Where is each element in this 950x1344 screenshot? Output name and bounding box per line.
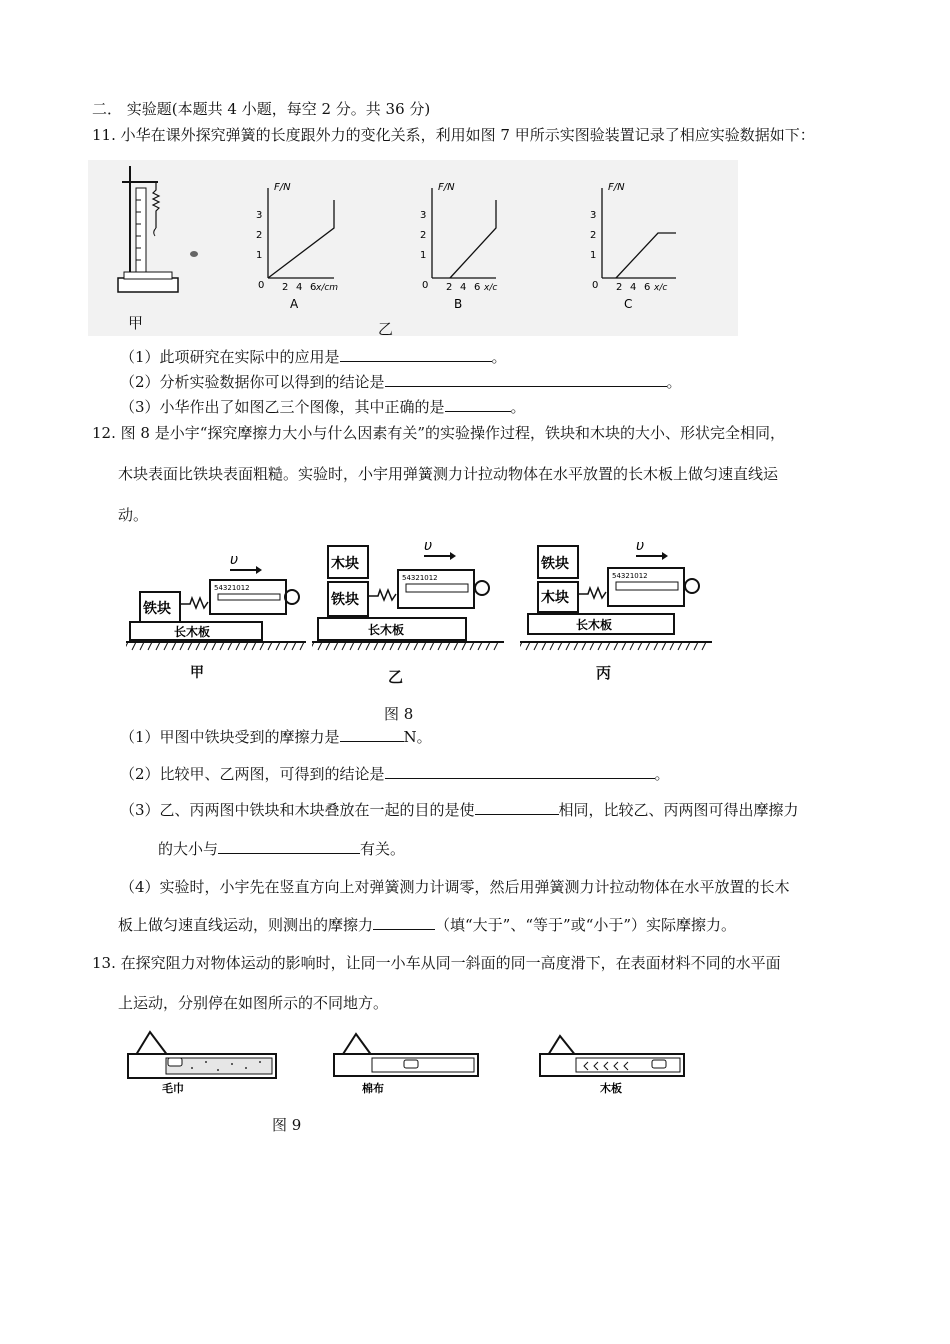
graph-c-ylabel: F/N — [608, 182, 625, 193]
surface-towel — [120, 1024, 290, 1104]
graph-c-line — [616, 233, 676, 278]
q12-sub3-line2: 的大小与 有关。 — [158, 840, 406, 858]
cotton-label: 棉布 — [362, 1082, 384, 1095]
q12-sub4-line1: （4）实验时，小宇先在竖直方向上对弹簧测力计调零，然后用弹簧测力计拉动物体在水平放置的长木 — [120, 878, 790, 896]
q12-sub3-line1: （3）乙、丙两图中铁块和木块叠放在一起的目的是使 相同，比较乙、丙两图可得出摩擦力 — [120, 801, 799, 819]
figure-8 — [126, 538, 716, 688]
answer-blank[interactable] — [385, 764, 655, 779]
graph-b — [410, 170, 530, 320]
graph-a-line — [268, 200, 334, 278]
q13-stem-1: 13. 在探究阻力对物体运动的影响时，让同一小车从同一斜面的同一高度滑下，在表面材料不同的水平面 — [92, 954, 781, 972]
setup-yi — [312, 538, 512, 658]
q12-stem-3: 动。 — [118, 506, 149, 524]
ytick: 0 — [422, 280, 429, 291]
xtick: 2 — [282, 282, 289, 293]
ytick: 3 — [420, 210, 427, 221]
surface-cotton — [326, 1024, 496, 1104]
q12-stem-2: 木块表面比铁块表面粗糙。实验时，小宇用弹簧测力计拉动物体在水平放置的长木板上做匀速直线运 — [118, 465, 779, 483]
surface-wood — [532, 1024, 702, 1104]
figure-9 — [120, 1024, 700, 1104]
wood-block-label: 木块 — [541, 590, 569, 606]
ytick: 2 — [256, 230, 263, 241]
figure-9-caption: 图 9 — [272, 1116, 302, 1134]
iron-block-label: 铁块 — [541, 556, 569, 572]
graph-c-caption: C — [624, 297, 633, 311]
label-bing: 丙 — [596, 664, 612, 682]
xtick: 4 — [296, 282, 303, 293]
wood-label: 木板 — [600, 1082, 622, 1095]
q12-sub2: （2）比较甲、乙两图，可得到的结论是 。 — [120, 765, 670, 783]
q11-sub1: （1）此项研究在实际中的应用是 。 — [120, 348, 507, 366]
board-label: 长木板 — [368, 623, 405, 637]
graph-b-ylabel: F/N — [438, 182, 455, 193]
xtick: 2 — [616, 282, 623, 293]
spring-apparatus-diagram — [108, 160, 218, 336]
label-yi: 乙 — [378, 320, 394, 338]
q11-stem: 11. 小华在课外探究弹簧的长度跟外力的变化关系，利用如图 7 甲所示实图验装置记录了相应实验数据如下： — [92, 126, 815, 144]
iron-block-label: 铁块 — [143, 601, 171, 617]
q12-sub4-line2: 板上做匀速直线运动，则测出的摩擦力 （填“大于”、“等于”或“小于”）实际摩擦力。 — [118, 916, 737, 934]
q12-sub1: （1）甲图中铁块受到的摩擦力是 N。 — [120, 728, 432, 746]
ytick: 0 — [592, 280, 599, 291]
board-label: 长木板 — [174, 625, 211, 639]
ytick: 1 — [590, 250, 597, 261]
towel-label: 毛巾 — [162, 1082, 184, 1095]
q11-figure — [88, 160, 738, 336]
graph-a-xlabel: x/cm — [316, 283, 339, 293]
graph-c-xlabel: x/c — [654, 283, 668, 293]
label-jia: 甲 — [128, 314, 144, 332]
label-jia: 甲 — [190, 665, 204, 681]
answer-blank[interactable] — [445, 397, 511, 412]
scale-ticks: 54321012 — [402, 574, 438, 582]
figure-8-caption: 图 8 — [384, 705, 414, 723]
label-yi: 乙 — [388, 668, 404, 686]
section-title: 二． 实验题(本题共 4 小题，每空 2 分。共 36 分) — [92, 100, 431, 118]
answer-blank[interactable] — [218, 839, 360, 854]
ytick: 0 — [258, 280, 265, 291]
xtick: 6 — [644, 282, 651, 293]
ytick: 2 — [420, 230, 427, 241]
velocity-label: υ — [424, 538, 433, 554]
xtick: 2 — [446, 282, 453, 293]
ytick: 1 — [256, 250, 263, 261]
xtick: 4 — [460, 282, 467, 293]
answer-blank[interactable] — [385, 372, 667, 387]
xtick: 4 — [630, 282, 637, 293]
answer-blank[interactable] — [373, 915, 435, 930]
answer-blank[interactable] — [340, 727, 404, 742]
velocity-label: υ — [636, 538, 645, 554]
board-label: 长木板 — [576, 618, 613, 632]
q11-sub3: （3）小华作出了如图乙三个图像，其中正确的是 。 — [120, 398, 526, 416]
scale-ticks: 54321012 — [214, 584, 250, 592]
setup-bing — [520, 538, 720, 658]
ytick: 3 — [590, 210, 597, 221]
graph-b-line — [450, 200, 496, 278]
graph-b-xlabel: x/c — [484, 283, 498, 293]
graph-a — [246, 170, 366, 320]
answer-blank[interactable] — [475, 800, 559, 815]
graph-c — [580, 170, 710, 320]
q13-stem-2: 上运动，分别停在如图所示的不同地方。 — [118, 994, 389, 1012]
graph-b-caption: B — [454, 297, 463, 311]
q11-sub2: （2）分析实验数据你可以得到的结论是 。 — [120, 373, 682, 391]
ytick: 1 — [420, 250, 427, 261]
ytick: 3 — [256, 210, 263, 221]
xtick: 6 — [474, 282, 481, 293]
setup-jia — [126, 538, 316, 658]
graph-a-caption: A — [290, 297, 299, 311]
answer-blank[interactable] — [340, 347, 492, 362]
iron-block-label: 铁块 — [331, 592, 359, 608]
graph-a-ylabel: F/N — [274, 182, 291, 193]
xtick: 6 — [310, 282, 317, 293]
ytick: 2 — [590, 230, 597, 241]
velocity-label: υ — [230, 552, 239, 568]
q12-stem-1: 12. 图 8 是小宇“探究摩擦力大小与什么因素有关”的实验操作过程，铁块和木块的大小、形状完全相同， — [92, 424, 786, 442]
wood-block-label: 木块 — [331, 556, 359, 572]
scale-ticks: 54321012 — [612, 572, 648, 580]
